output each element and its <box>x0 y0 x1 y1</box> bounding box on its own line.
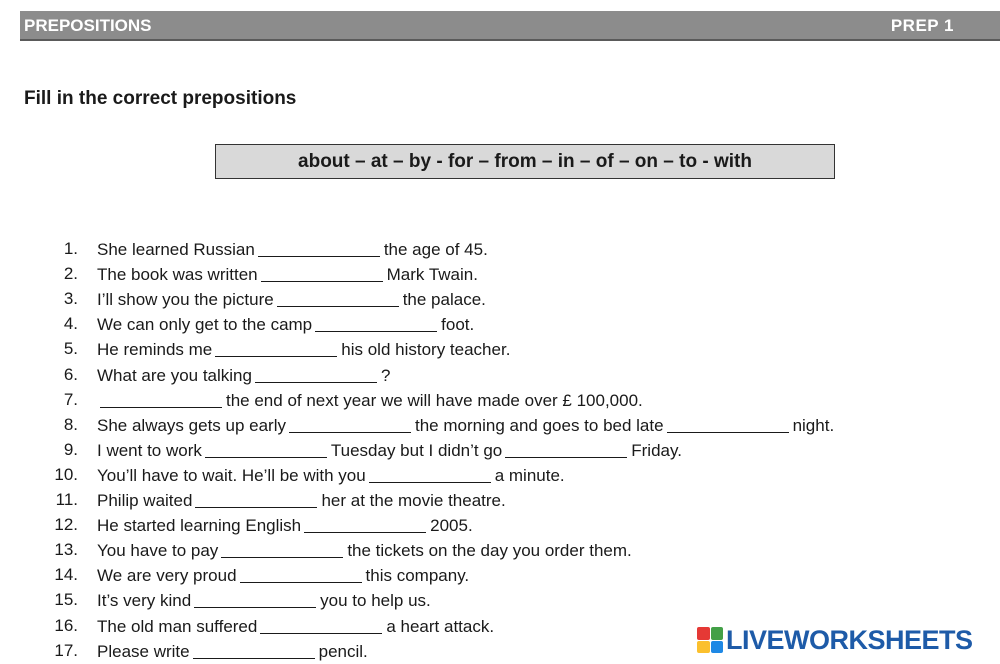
question-number: 9. <box>63 439 78 459</box>
page-title: PREPOSITIONS <box>24 16 152 35</box>
answer-blank[interactable] <box>195 489 317 508</box>
logo-square <box>711 627 724 640</box>
question-number: 10. <box>54 464 78 484</box>
answer-blank[interactable] <box>304 514 426 533</box>
answer-blank[interactable] <box>260 615 382 634</box>
word-bank: about – at – by - for – from – in – of – on – to - with <box>215 144 835 179</box>
answer-blank[interactable] <box>215 338 337 357</box>
answer-blank[interactable] <box>277 288 399 307</box>
question-number: 8. <box>63 414 78 434</box>
question-text <box>97 487 506 513</box>
liveworksheets-logo <box>697 626 973 654</box>
answer-blank[interactable] <box>289 414 411 433</box>
instruction-heading: Fill in the correct prepositions <box>24 88 297 109</box>
question-segment: He reminds me <box>97 340 213 360</box>
question-segment: She always gets up early <box>97 415 286 435</box>
question-number: 11. <box>55 490 78 509</box>
question-number: 7. <box>63 389 78 409</box>
question-text <box>97 638 368 664</box>
question-text <box>97 336 510 362</box>
question-segment: She learned Russian <box>97 240 255 259</box>
answer-blank[interactable] <box>221 539 343 558</box>
question-number: 3. <box>63 289 78 309</box>
question-segment: I’ll show you the picture <box>97 290 274 310</box>
answer-blank[interactable] <box>315 313 437 332</box>
question-number: 17. <box>54 640 78 660</box>
question-segment: I went to work <box>97 440 202 460</box>
question-segment: ? <box>380 365 391 385</box>
question-text <box>97 587 431 613</box>
answer-blank[interactable] <box>205 439 327 458</box>
answer-blank[interactable] <box>194 589 316 608</box>
question-text <box>97 236 488 262</box>
question-segment: a minute. <box>494 465 565 485</box>
question-number: 16. <box>54 615 78 635</box>
answer-blank[interactable] <box>261 263 383 282</box>
question-segment: his old history teacher. <box>341 340 511 360</box>
logo-square <box>711 641 724 654</box>
question-segment: foot. <box>441 315 475 335</box>
question-segment: this company. <box>365 566 470 586</box>
logo-text: LIVEWORKSHEETS <box>726 624 973 655</box>
question-text <box>97 537 632 563</box>
question-text <box>97 387 643 413</box>
answer-blank[interactable] <box>100 389 222 408</box>
question-segment: We can only get to the camp <box>97 315 313 335</box>
question-number: 13. <box>54 540 78 560</box>
question-segment: the morning and goes to bed late <box>415 415 664 435</box>
question-number: 4. <box>63 314 78 334</box>
question-segment: night. <box>792 415 835 435</box>
question-number: 1. <box>63 239 78 258</box>
logo-square <box>697 641 710 654</box>
question-text <box>97 311 474 337</box>
question-segment: you to help us. <box>320 591 431 611</box>
header-bar <box>20 11 1000 41</box>
question-segment: a heart attack. <box>386 616 495 636</box>
question-number: 2. <box>63 264 78 284</box>
question-text <box>97 437 682 463</box>
question-segment: The book was written <box>97 265 258 285</box>
question-segment: The old man suffered <box>97 616 258 636</box>
answer-blank[interactable] <box>193 640 315 659</box>
question-text <box>97 286 486 312</box>
question-number: 6. <box>63 364 78 384</box>
question-number: 5. <box>63 339 78 359</box>
question-text <box>97 562 469 588</box>
logo-square <box>697 627 710 640</box>
question-segment: Tuesday but I didn’t go <box>330 440 503 460</box>
answer-blank[interactable] <box>258 238 380 257</box>
logo-mark-icon <box>697 627 723 653</box>
question-segment: You’ll have to wait. He’ll be with you <box>97 465 366 485</box>
answer-blank[interactable] <box>255 364 377 383</box>
question-text <box>97 412 834 438</box>
question-segment: We are very proud <box>97 566 237 586</box>
question-segment: He started learning English <box>97 516 302 536</box>
question-text <box>97 613 494 639</box>
question-segment: pencil. <box>318 641 368 661</box>
question-segment: Friday. <box>631 440 682 460</box>
question-text <box>97 261 478 287</box>
question-segment: It’s very kind <box>97 591 192 611</box>
answer-blank[interactable] <box>369 464 491 483</box>
question-number: 14. <box>54 565 78 585</box>
question-segment: You have to pay <box>97 541 219 561</box>
answer-blank[interactable] <box>667 414 789 433</box>
question-number: 15. <box>54 590 78 610</box>
question-segment: What are you talking <box>97 365 252 385</box>
worksheet-code: PREP 1 <box>890 16 954 35</box>
question-number: 12. <box>54 515 78 535</box>
question-segment: the palace. <box>402 290 486 310</box>
question-segment: Please write <box>97 641 190 661</box>
question-segment: her at the movie theatre. <box>321 491 506 510</box>
question-segment: Philip waited <box>97 491 193 510</box>
question-segment: the age of 45. <box>383 240 488 259</box>
question-text <box>97 362 390 388</box>
question-segment: the tickets on the day you order them. <box>347 541 632 561</box>
question-segment: 2005. <box>430 516 473 536</box>
question-text <box>97 512 473 538</box>
question-text <box>97 462 565 488</box>
answer-blank[interactable] <box>240 564 362 583</box>
answer-blank[interactable] <box>505 439 627 458</box>
question-segment: Mark Twain. <box>386 265 478 285</box>
question-segment: the end of next year we will have made over £ 100,000. <box>226 390 643 410</box>
